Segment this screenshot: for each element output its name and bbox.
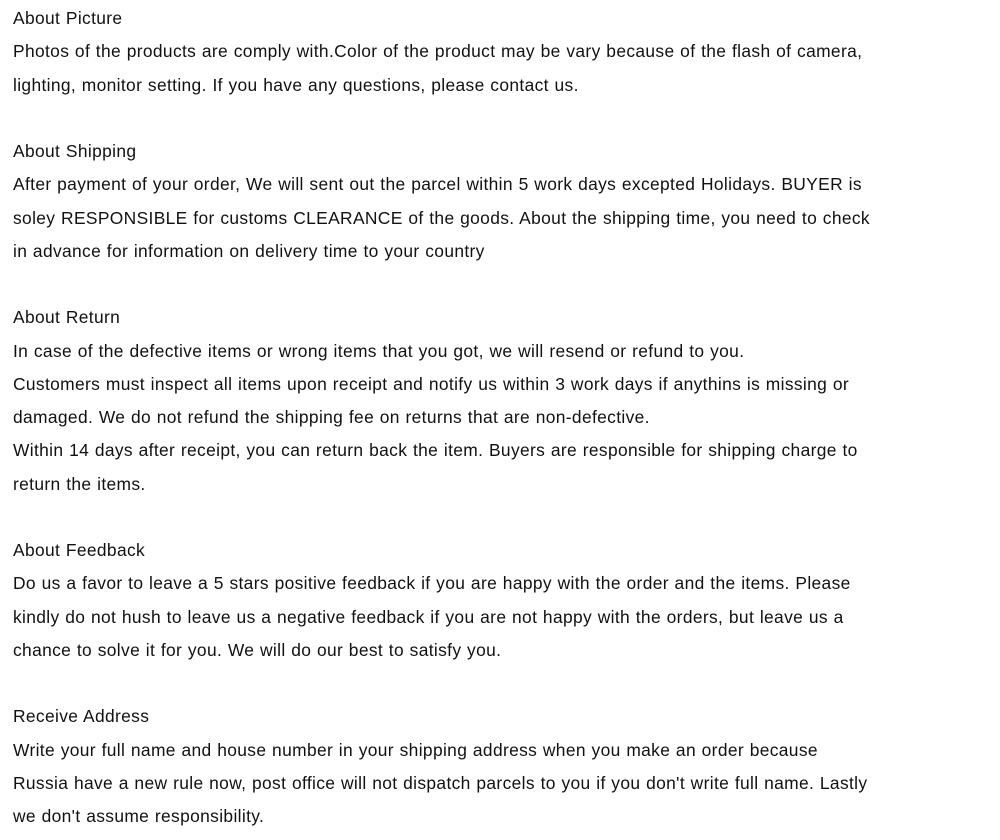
section-spacer — [13, 501, 993, 534]
section-spacer — [13, 667, 993, 700]
section-spacer — [13, 268, 993, 301]
section-heading: About Feedback — [13, 540, 146, 560]
section-text-line: In case of the defective items or wrong items that you got, we will resend or refund to you. — [13, 340, 745, 361]
section-about-picture — [13, 2, 993, 102]
section-text-line: After payment of your order, We will sent out the parcel within 5 work days excepted Holidays. BUYER is — [13, 174, 862, 195]
section-text-line: we don't assume responsibility. — [13, 806, 265, 826]
section-text-line: in advance for information on delivery time to your country — [13, 240, 485, 261]
section-heading: About Shipping — [13, 141, 137, 161]
section-text-line: chance to solve it for you. We will do our best to satisfy you. — [13, 639, 502, 660]
section-heading: Receive Address — [13, 706, 150, 727]
policy-document — [13, 2, 993, 833]
section-text-line: Within 14 days after receipt, you can return back the item. Buyers are responsible for shipping charge to — [13, 440, 858, 461]
section-spacer — [13, 102, 993, 135]
section-text-line: damaged. We do not refund the shipping fee on returns that are non-defective. — [13, 407, 650, 427]
section-text-line: lighting, monitor setting. If you have any questions, please contact us. — [13, 74, 579, 95]
section-text-line: Do us a favor to leave a 5 stars positive feedback if you are happy with the order and the items. Please — [13, 573, 851, 594]
section-about-return — [13, 301, 993, 501]
section-text-line: Photos of the products are comply with.Color of the product may be vary because of the flash of camera, — [13, 41, 863, 62]
section-heading: About Picture — [13, 8, 123, 28]
section-text-line: Write your full name and house number in your shipping address when you make an order because — [13, 739, 818, 760]
section-text-line: soley RESPONSIBLE for customs CLEARANCE of the goods. About the shipping time, you need to check — [13, 207, 870, 228]
section-receive-address — [13, 700, 993, 833]
section-text-line: Russia have a new rule now, post office will not dispatch parcels to you if you don't write full name. Lastly — [13, 772, 868, 793]
section-text-line: Customers must inspect all items upon receipt and notify us within 3 work days if anythins is missing or — [13, 373, 850, 394]
section-about-shipping — [13, 135, 993, 268]
section-text-line: kindly do not hush to leave us a negative feedback if you are not happy with the orders, but leave us a — [13, 606, 844, 627]
section-heading: About Return — [13, 307, 121, 328]
section-about-feedback — [13, 534, 993, 667]
section-text-line: return the items. — [13, 473, 146, 494]
